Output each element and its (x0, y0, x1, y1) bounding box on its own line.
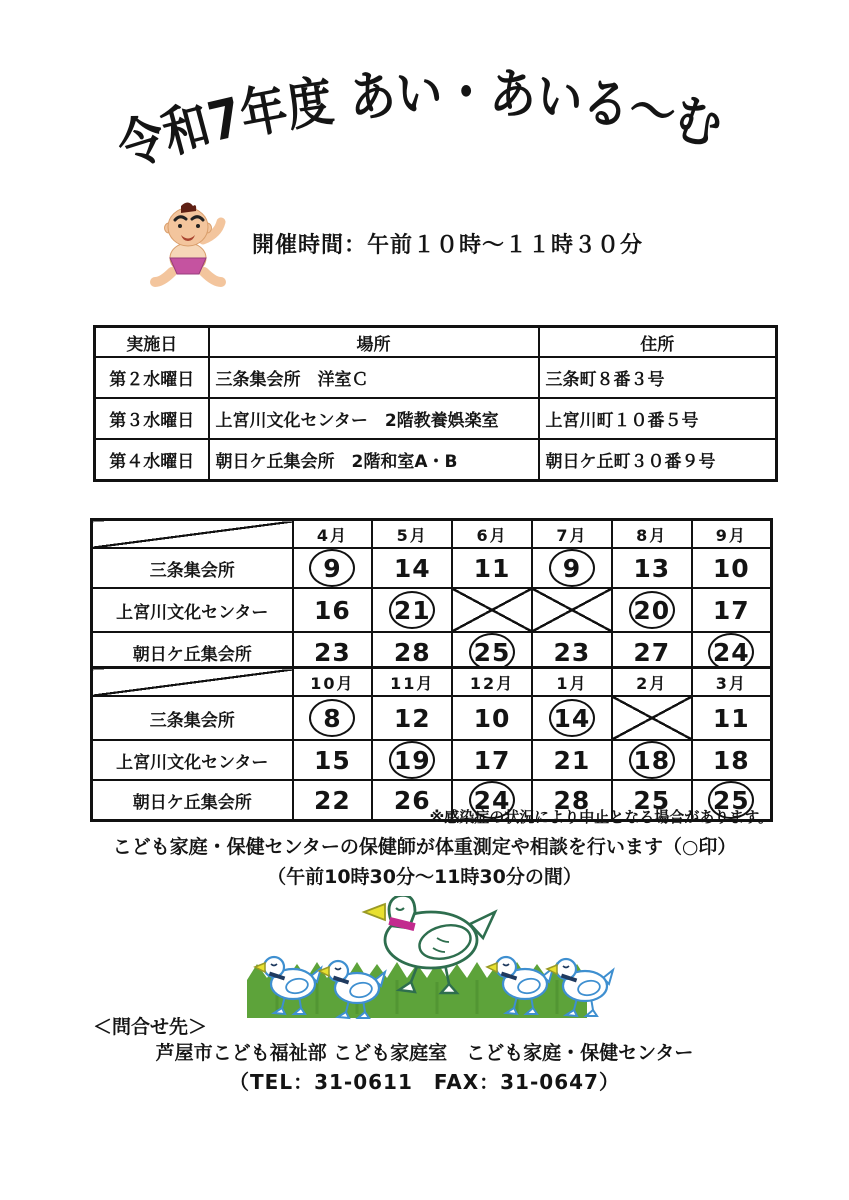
schedule-day-number: 25 (633, 785, 671, 815)
month-header: 5月 (372, 520, 452, 549)
month-header: 10月 (293, 668, 373, 697)
schedule-day-number: 18 (629, 741, 675, 779)
schedule-venue-name: 上宮川文化センター (92, 588, 293, 632)
month-header: 8月 (612, 520, 692, 549)
schedule-row (92, 696, 772, 740)
schedule-day-number: 17 (712, 595, 750, 625)
diagonal-header-cell (92, 668, 293, 697)
schedule-day-number: 21 (553, 745, 591, 775)
schedule-day-number: 10 (473, 703, 511, 733)
month-header: 7月 (532, 520, 612, 549)
duck-family-icon (233, 896, 617, 1022)
schedule-cell (452, 548, 532, 588)
schedule-day-number: 14 (549, 699, 595, 737)
schedule-day-number: 11 (473, 553, 511, 583)
cancellation-note: ※感染症の状況により中止となる場合があります。 (429, 808, 773, 826)
diagonal-header-cell (92, 520, 293, 549)
schedule-header-row (92, 668, 772, 697)
schedule-cell (692, 740, 772, 780)
schedule-day-number: 28 (393, 637, 431, 667)
cancelled-cross-mark (613, 697, 691, 739)
schedule-cell (532, 588, 612, 632)
schedule-day-number: 26 (393, 785, 431, 815)
schedule-cell (612, 548, 692, 588)
measurement-note: こども家庭・保健センターの保健師が体重測定や相談を行います（○印） (112, 836, 737, 858)
schedule-cell (293, 696, 373, 740)
schedule-day-number: 13 (633, 553, 671, 583)
venue-table-header-row (95, 327, 777, 358)
schedule-table-first-half (90, 518, 773, 674)
month-header: 9月 (692, 520, 772, 549)
schedule-cell (293, 588, 373, 632)
month-header: 3月 (692, 668, 772, 697)
month-header: 11月 (372, 668, 452, 697)
schedule-day-number: 18 (712, 745, 750, 775)
schedule-day-number: 23 (314, 637, 351, 667)
venue-day: 第４水曜日 (95, 439, 209, 481)
month-header: 4月 (293, 520, 373, 549)
schedule-day-number: 23 (553, 637, 591, 667)
schedule-cell (452, 740, 532, 780)
schedule-day-number: 24 (708, 633, 754, 671)
schedule-day-number: 9 (549, 549, 595, 587)
schedule-venue-name: 朝日ケ丘集会所 (92, 780, 293, 821)
header-address: 住所 (539, 327, 777, 358)
schedule-header-row (92, 520, 772, 549)
schedule-day-number: 21 (389, 591, 435, 629)
svg-text:令和7年度 あい・あいる～む (110, 60, 736, 180)
cancelled-cross-mark (453, 589, 531, 631)
schedule-cell (452, 696, 532, 740)
schedule-cell (692, 696, 772, 740)
venue-place: 三条集会所 洋室Ｃ (209, 357, 539, 398)
contact-heading: ＜問合せ先＞ (93, 1016, 208, 1038)
schedule-venue-name: 朝日ケ丘集会所 (92, 632, 293, 673)
schedule-cell (532, 696, 612, 740)
schedule-day-number: 19 (389, 741, 435, 779)
cancelled-cross-mark (533, 589, 611, 631)
venue-row (95, 357, 777, 398)
schedule-cell (293, 740, 373, 780)
month-header: 12月 (452, 668, 532, 697)
schedule-day-number: 10 (712, 553, 750, 583)
schedule-venue-name: 三条集会所 (92, 548, 293, 588)
schedule-day-number: 16 (314, 595, 351, 625)
venue-place: 朝日ケ丘集会所 2階和室A・B (209, 439, 539, 481)
schedule-day-number: 24 (469, 781, 515, 819)
venue-row (95, 439, 777, 481)
session-time-text: 開催時間：午前１０時～１１時３０分 (252, 233, 644, 258)
venue-address: 三条町８番３号 (539, 357, 777, 398)
schedule-cell (372, 696, 452, 740)
schedule-cell (293, 548, 373, 588)
schedule-day-number: 11 (712, 703, 750, 733)
schedule-day-number: 27 (633, 637, 671, 667)
venue-row (95, 398, 777, 439)
schedule-day-number: 22 (314, 785, 351, 815)
schedule-day-number: 15 (314, 745, 351, 775)
schedule-cell (372, 740, 452, 780)
baby-icon (148, 198, 230, 292)
schedule-row (92, 740, 772, 780)
month-header: 6月 (452, 520, 532, 549)
schedule-cell (692, 548, 772, 588)
header-place: 場所 (209, 327, 539, 358)
venue-table (93, 325, 778, 482)
header-day: 実施日 (95, 327, 209, 358)
contact-phone: （TEL：31-0611 FAX：31-0647） (229, 1070, 620, 1094)
schedule-day-number: 25 (708, 781, 754, 819)
schedule-cell (692, 588, 772, 632)
schedule-day-number: 25 (469, 633, 515, 671)
schedule-row (92, 588, 772, 632)
schedule-day-number: 8 (309, 699, 355, 737)
measurement-time-note: （午前10時30分～11時30分の間） (267, 866, 582, 888)
venue-address: 上宮川町１０番５号 (539, 398, 777, 439)
schedule-day-number: 28 (553, 785, 591, 815)
schedule-cell (532, 740, 612, 780)
schedule-venue-name: 三条集会所 (92, 696, 293, 740)
schedule-cell (372, 588, 452, 632)
schedule-table-second-half (90, 666, 773, 822)
schedule-row (92, 548, 772, 588)
page-title: 令和7年度 あい・あいる～む (110, 60, 736, 180)
schedule-day-number: 12 (393, 703, 431, 733)
schedule-cell (612, 588, 692, 632)
page-title-arc (100, 55, 765, 195)
schedule-cell (612, 740, 692, 780)
schedule-day-number: 20 (629, 591, 675, 629)
schedule-cell (532, 548, 612, 588)
schedule-day-number: 9 (309, 549, 355, 587)
schedule-cell (612, 696, 692, 740)
month-header: 1月 (532, 668, 612, 697)
venue-day: 第３水曜日 (95, 398, 209, 439)
schedule-venue-name: 上宮川文化センター (92, 740, 293, 780)
schedule-day-number: 14 (393, 553, 431, 583)
schedule-day-number: 17 (473, 745, 511, 775)
schedule-cell (452, 588, 532, 632)
month-header: 2月 (612, 668, 692, 697)
venue-address: 朝日ケ丘町３０番９号 (539, 439, 777, 481)
venue-day: 第２水曜日 (95, 357, 209, 398)
venue-place: 上宮川文化センター 2階教養娯楽室 (209, 398, 539, 439)
contact-organization: 芦屋市こども福祉部 こども家庭室 こども家庭・保健センター (155, 1042, 694, 1064)
schedule-cell (372, 548, 452, 588)
